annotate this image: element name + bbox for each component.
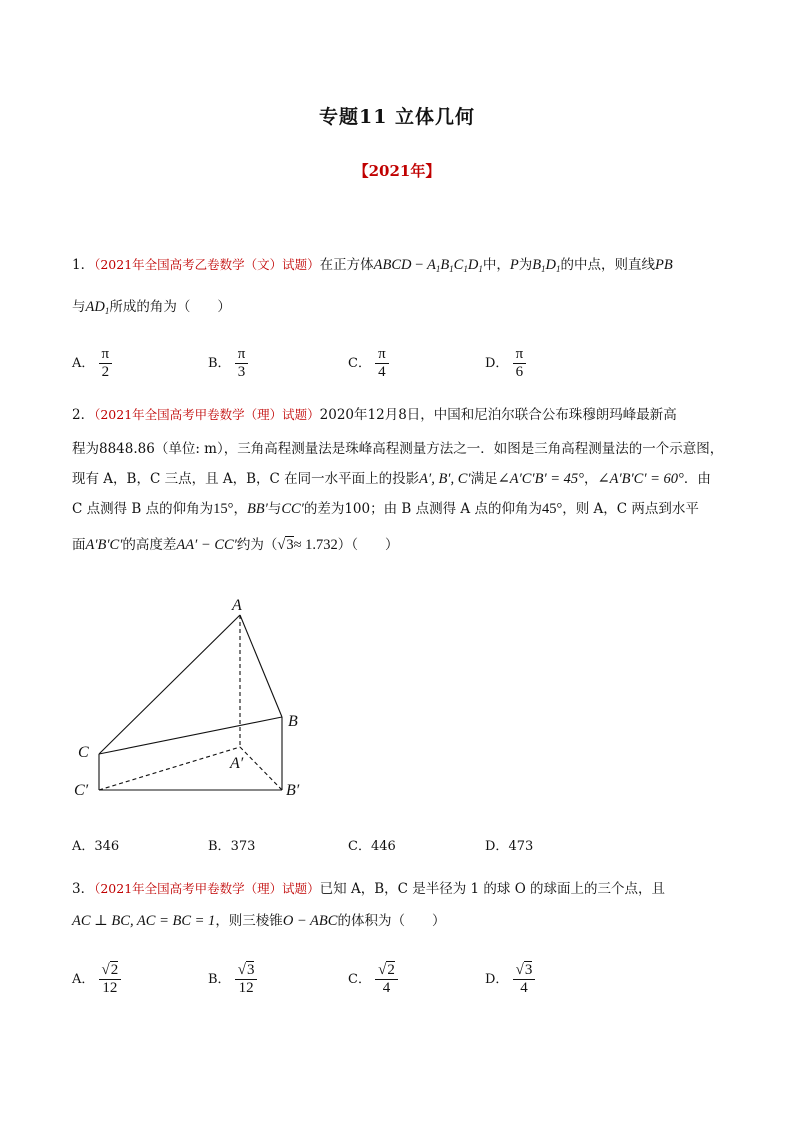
q1-minus: − [411, 257, 427, 273]
q2-line-1 [72, 406, 677, 424]
q3-option-b[interactable] [208, 962, 257, 997]
option-label: A． [72, 839, 95, 854]
q2-cc: CC′ [281, 501, 304, 517]
q3-line-1 [72, 880, 665, 898]
option-label: D． [485, 972, 509, 987]
fraction: $\frac{\pi}{4}$ [375, 346, 389, 381]
q2-plane: A′B′C′ [85, 537, 123, 553]
q2-option-b[interactable] [208, 835, 255, 854]
q2-figure [70, 590, 320, 810]
q3-number: 3． [72, 881, 95, 897]
q2-option-a[interactable] [72, 835, 119, 854]
edge-ap-bp-dashed [240, 747, 282, 790]
option-label: A． [72, 356, 95, 371]
edge-a-b [240, 615, 282, 717]
q2-text-3c: 满足 [470, 471, 498, 487]
option-label: C． [348, 839, 371, 854]
label-c-prime: C′ [74, 782, 89, 799]
q2-text-4i: ，则 A，C 两点到水平 [562, 501, 699, 517]
q2-source: （2021年全国高考甲卷数学（理）试题） [94, 407, 320, 422]
q2-comma: ， [583, 471, 598, 487]
q2-elev-2: 45° [541, 501, 563, 517]
q1-line-2 [72, 298, 231, 320]
q2-number: 2． [72, 407, 95, 423]
option-label: C． [348, 356, 371, 371]
q2-projections: A′, B′, C′ [419, 471, 471, 487]
q2-angle-b: ∠A′B′C′ = 60° [597, 471, 684, 487]
q2-line-4 [72, 500, 699, 518]
q1-text-6: 所成的角为（ ） [109, 299, 231, 315]
option-label: C． [348, 972, 371, 987]
option-label: B． [208, 356, 231, 371]
label-b-prime: B′ [286, 782, 300, 799]
q1-text-4: 的中点，则直线 [560, 257, 656, 273]
q3-text-2b: ，则三棱锥 [215, 913, 283, 929]
q1-line-pb: PB [655, 257, 673, 273]
q2-angle-c: ∠A′C′B′ = 45° [497, 471, 584, 487]
q2-radicand: 3 [286, 537, 294, 553]
q1-segment: $B_1D_1$ [532, 257, 561, 274]
label-c: C [78, 744, 89, 761]
q2-option-d[interactable] [485, 835, 533, 854]
q2-text-5i: ）（ ） [337, 537, 399, 553]
q2-text-3g: ．由 [683, 471, 711, 487]
q3-option-d[interactable] [485, 962, 535, 997]
q3-option-a[interactable] [72, 962, 121, 997]
q2-text-5e: 约为（ [236, 537, 278, 553]
sqrt-icon: √ [515, 962, 524, 978]
q2-text-4a: C 点测得 B 点的仰角为 [72, 501, 214, 517]
q3-condition: AC ⊥ BC, AC = BC = 1 [72, 913, 216, 929]
page-title: 专题11 立体几何 [318, 106, 476, 128]
q3-line-2 [72, 912, 445, 930]
q2-bb: BB′ [246, 501, 268, 517]
q2-option-c[interactable] [348, 835, 396, 854]
q1-option-c[interactable] [348, 346, 389, 381]
sqrt-icon: √ [237, 962, 246, 978]
q2-line-3 [72, 470, 711, 488]
q2-text-5a: 面 [72, 537, 86, 553]
option-label: D． [485, 839, 509, 854]
q1-point-p: P [509, 257, 519, 273]
q1-text-3: 为 [518, 257, 533, 273]
q1-number: 1． [72, 257, 95, 273]
fraction: $\frac{\pi}{3}$ [235, 346, 249, 381]
option-value: 346 [94, 839, 120, 854]
q1-line-ad: $AD_1$ [85, 299, 110, 316]
label-a-prime: A′ [230, 755, 244, 772]
q2-elev-1: 15° [213, 501, 234, 517]
label-b: B [288, 713, 298, 730]
q3-option-c[interactable] [348, 962, 398, 997]
q3-text-1: 已知 A，B，C 是半径为 1 的球 O 的球面上的三个点，且 [319, 881, 666, 897]
q2-comma-2: ， [233, 501, 247, 517]
sqrt-icon: √ [101, 962, 110, 978]
option-label: D． [485, 356, 509, 371]
fraction: $\frac{√2}{12}$ [99, 962, 122, 997]
sqrt-icon: √ [378, 962, 387, 978]
q1-text-2: 中， [482, 257, 510, 273]
q1-option-a[interactable] [72, 346, 112, 381]
q1-cube-name: ABCD [373, 257, 412, 273]
q1-option-d[interactable] [485, 346, 526, 381]
edge-c-b [99, 717, 282, 754]
option-label: A． [72, 972, 95, 987]
label-a: A [232, 597, 242, 614]
q2-line-2: 程为8848.86（单位: m），三角高程测量法是珠峰高程测量方法之一．如图是三角高程测量法的一个示意图， [72, 441, 724, 457]
q2-text-4g: 的差为100；由 B 点测得 A 点的仰角为 [303, 501, 542, 517]
fraction: $\frac{√3}{4}$ [513, 962, 536, 997]
q2-text-3a: 现有 A，B，C 三点，且 A，B，C 在同一水平面上的投影 [72, 471, 420, 487]
q2-height-diff: AA′ − CC′ [176, 537, 237, 553]
q2-approx: ≈ 1.732 [293, 537, 338, 553]
edge-cp-ap-dashed [99, 747, 240, 790]
q1-cube-top: $A_1B_1C_1D_1$ [426, 257, 483, 274]
option-value: 446 [370, 839, 396, 854]
fraction: $\frac{\pi}{6}$ [513, 346, 527, 381]
q2-text-1: 2020年12月8日，中国和尼泊尔联合公布珠穆朗玛峰最新高 [319, 407, 677, 423]
edge-a-c [99, 615, 240, 754]
q3-pyramid: O − ABC [282, 913, 338, 929]
q1-text-1: 在正方体 [319, 257, 374, 273]
section-year-heading: 【2021年】 [353, 162, 441, 180]
option-label: B． [208, 839, 231, 854]
q3-text-2d: 的体积为（ ） [337, 913, 446, 929]
fraction: $\frac{√3}{12}$ [235, 962, 258, 997]
q2-line-5 [72, 536, 399, 554]
q1-line-1 [72, 256, 673, 278]
fraction: $\frac{√2}{4}$ [375, 962, 398, 997]
fraction: $\frac{\pi}{2}$ [99, 346, 113, 381]
q1-text-5: 与 [72, 299, 86, 315]
q1-option-b[interactable] [208, 346, 248, 381]
q2-text-4e: 与 [267, 501, 282, 517]
option-value: 473 [508, 839, 534, 854]
sqrt-icon: √ [277, 537, 286, 553]
q2-text-5c: 的高度差 [122, 537, 177, 553]
option-label: B． [208, 972, 231, 987]
q3-source: （2021年全国高考甲卷数学（理）试题） [94, 881, 320, 896]
q1-source: （2021年全国高考乙卷数学（文）试题） [94, 257, 320, 272]
option-value: 373 [230, 839, 256, 854]
